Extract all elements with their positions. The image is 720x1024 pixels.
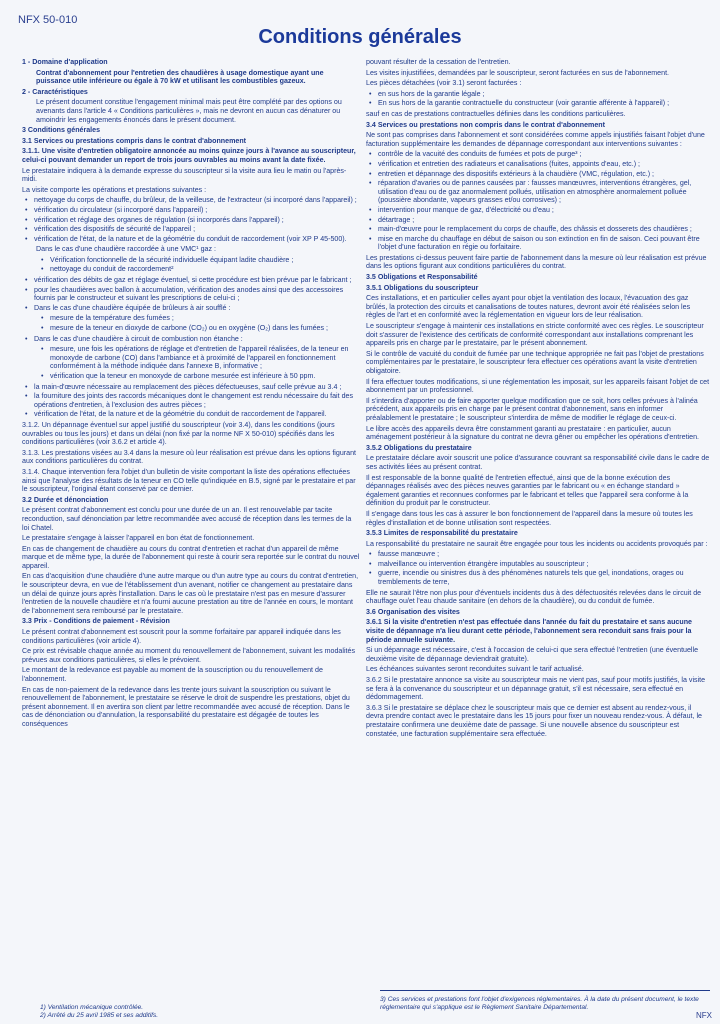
paragraph: Le prestataire déclare avoir souscrit une police d'assurance couvrant sa responsabilité civile dans le cadre de ses activités liées au présent contrat.	[366, 454, 710, 471]
list-item: • vérification que la teneur en monoxyde de carbone mesurée est inférieure à 50 ppm.	[50, 372, 360, 381]
list-item: • mesure de la teneur en dioxyde de carbone (CO₂) ou en oxygène (O₂) dans les fumées ;	[50, 324, 360, 333]
list-item: • réparation d'avaries ou de pannes causées par : fausses manœuvres, interventions étrangères, gel, utilisation d'eau ou de gaz anormalement pollués, utilisation en atmosphère anormalement polluée (poussière abondante, vapeurs grasses et/ou corrosives) ;	[378, 179, 710, 205]
section-3-6-heading: 3.6 Organisation des visites	[366, 607, 460, 616]
paragraph: Si un dépannage est nécessaire, c'est à l'occasion de celui-ci que sera effectué l'entretien (une éventuelle deuxième visite de dépannage deviendrait gratuite).	[366, 646, 699, 663]
section-1-text: Contrat d'abonnement pour l'entretien des chaudières à usage domestique ayant une puissance utile inférieure ou égale à 70 kW et utilisant les combustibles gazeux.	[36, 68, 324, 86]
section-3-6-1: 3.6.1 Si la visite d'entretien n'est pas effectuée dans l'année du fait du prestataire et sans aucune visite de dépannage n'a lieu durant cette période, l'abonnement sera reconduit sans frais pour la période annuelle suivante.	[366, 618, 692, 644]
list-item: • intervention pour manque de gaz, d'électricité ou d'eau ;	[378, 206, 710, 215]
paragraph: Le présent contrat d'abonnement est souscrit pour la somme forfaitaire par appareil indiquée dans les conditions particulières (voir article 4).	[22, 628, 341, 645]
left-column	[22, 58, 360, 731]
section-2-text: Le présent document constitue l'engagement minimal mais peut être complété par des options ou avenants dans l'article 4 « Conditions particulières », mais ne devront en aucun cas dénaturer ou amoindrir les engagements énoncés dans le présent document.	[36, 98, 342, 124]
paragraph: Les pièces détachées (voir 3.1) seront facturées :	[366, 79, 522, 88]
list-item: • vérification des débits de gaz et réglage éventuel, si cette procédure est bien prévue par le fabricant ;	[34, 276, 360, 285]
list-item: • contrôle de la vacuité des conduits de fumées et pots de purge³ ;	[378, 150, 710, 159]
section-3-1-4: 3.1.4. Chaque intervention fera l'objet d'un bulletin de visite comportant la liste des opérations effectuées ainsi que l'analyse des résultats de la teneur en CO telle qu'indiquée en B.5, signé par le prestataire et par le souscripteur, l'original étant conservé par ce dernier.	[22, 467, 356, 494]
paragraph: Ces installations, et en particulier celles ayant pour objet la ventilation des locaux, l'évacuation des gaz brûlés, la protection des circuits et canalisations de toutes natures, devront avoir été réalisées selon les règles de l'art et en conformité avec la réglementation en vigueur lors de leur réalisation.	[366, 294, 691, 320]
section-3-5-2-heading: 3.5.2 Obligations du prestataire	[366, 443, 472, 452]
paragraph: Le libre accès des appareils devra être constamment garanti au prestataire : en particulier, aucun aménagement postérieur à la signature du contrat ne devra gêner ou empêcher les opérations d'entretien.	[366, 424, 699, 442]
page-title: Conditions générales	[258, 26, 462, 48]
visit-list-2	[22, 276, 360, 312]
paragraph: Elle ne saurait l'être non plus pour d'éventuels incidents dus à des défectuosités relevées dans le circuit de chauffage ou/et l'eau chaude sanitaire (en dehors de la chaudière), ou du conduit de fumée.	[366, 588, 702, 606]
section-3-6-3: 3.6.3 Si le prestataire se déplace chez le souscripteur mais que ce dernier est absent au rendez-vous, il devra prendre contact avec le prestataire dans les 15 jours pour fixer un nouveau rendez-vous. À défaut, le prestataire confirmera une deuxième date de passage. Si une nouvelle absence du souscripteur est constatée, une facturation supplémentaire sera effectuée.	[366, 703, 702, 738]
list-item: • en sus hors de la garantie légale ;	[378, 90, 710, 99]
list-item: • vérification et réglage des organes de régulation (si incorporés dans l'appareil) ;	[34, 216, 360, 225]
section-3-4-heading: 3.4 Services ou prestations non compris dans le contrat d'abonnement	[366, 120, 605, 129]
air-list	[22, 314, 360, 332]
paragraph: Ce prix est révisable chaque année au moment du renouvellement de l'abonnement, suivant les modalités prévues aux conditions particulières, si elles le prévoient.	[22, 647, 355, 664]
list-item: • vérification du circulateur (si incorporé dans l'appareil) ;	[34, 206, 360, 215]
list-item: • malveillance ou intervention étrangère imputables au souscripteur ;	[378, 560, 710, 569]
footnote: 2) Arrêté du 25 avril 1985 et ses additifs.	[40, 1012, 159, 1019]
section-3-1-heading: 3.1 Services ou prestations compris dans le contrat d'abonnement	[22, 136, 247, 145]
list-item: • nettoyage du corps de chauffe, du brûleur, de la veilleuse, de l'extracteur (si incorporé dans l'appareil) ;	[34, 196, 360, 205]
visit-list-3	[22, 383, 360, 419]
paragraph: En cas de changement de chaudière au cours du contrat d'entretien et rachat d'un appareil de même marque et de même type, la durée de l'abonnement qui reste à courir sera reportée sur le contrat du nouvel appareil.	[22, 544, 360, 570]
section-3-1-3: 3.1.3. Les prestations visées au 3.4 dans la mesure où leur réalisation est prévue dans les options figurant aux conditions particulières du contrat.	[22, 448, 356, 466]
section-3-6-2: 3.6.2 Si le prestataire annonce sa visite au souscripteur mais ne vient pas, sauf pour motifs justifiés, la visite se fera à la convenance du souscripteur et un dépannage gratuit, s'il est nécessaire, sera effectué en dédommagement.	[366, 676, 706, 702]
corner-tag: NFX	[696, 1011, 712, 1020]
pieces-list	[366, 90, 710, 108]
section-2-heading: 2 - Caractéristiques	[22, 87, 88, 96]
paragraph: sauf en cas de prestations contractuelles définies dans les conditions particulières.	[366, 109, 626, 118]
vmc-list	[22, 256, 360, 274]
etanche-list	[22, 345, 360, 380]
vmc-intro: Dans le cas d'une chaudière raccordée à une VMC¹ gaz :	[36, 245, 216, 254]
section-3-2-heading: 3.2 Durée et dénonciation	[22, 495, 109, 504]
list-item: • vérification des dispositifs de sécurité de l'appareil ;	[34, 225, 360, 234]
paragraph: Le prestataire s'engage à laisser l'appareil en bon état de fonctionnement.	[22, 534, 255, 543]
section-3-5-heading: 3.5 Obligations et Responsabilité	[366, 273, 478, 282]
paragraph: Les échéances suivantes seront reconduites suivant le tarif actualisé.	[366, 665, 584, 674]
footnote-right: 3) Ces services et prestations font l'objet d'exigences réglementaires. À la date du présent document, le texte réglementaire qui s'applique est le Règlement Sanitaire Départemental.	[380, 996, 699, 1011]
document-code: NFX 50-010	[18, 14, 78, 26]
limits-list	[366, 550, 710, 586]
paragraph: Les visites injustifiées, demandées par le souscripteur, seront facturées en sus de l'abonnement.	[366, 68, 670, 77]
list-item: • fausse manœuvre ;	[378, 550, 710, 559]
paragraph: pouvant résulter de la cessation de l'entretien.	[366, 58, 511, 66]
list-item: • pour les chaudières avec ballon à accumulation, vérification des anodes ainsi que des accessoires fournis par le constructeur et suivant les prescriptions de celui-ci ;	[34, 286, 360, 303]
etanche-intro-list	[22, 335, 360, 344]
list-item: • mise en marche du chauffage en début de saison ou son extinction en fin de saison. Ceci pouvant être l'objet d'une facturation en régie ou forfaitaire.	[378, 235, 710, 252]
paragraph: Les prestations ci-dessus peuvent faire partie de l'abonnement dans la mesure où leur réalisation est prévue dans les options figurant aux conditions particulières du contrat.	[366, 253, 707, 271]
visit-intro: La visite comporte les opérations et prestations suivantes :	[22, 185, 207, 194]
paragraph: Il s'engage dans tous les cas à assurer le bon fonctionnement de l'appareil dans la mesure où toutes les règles d'installation et de bonne utilisation sont respectées.	[366, 509, 693, 527]
paragraph: En cas de non-paiement de la redevance dans les trente jours suivant la souscription ou suivant le renouvellement de l'abonnement, le prestataire se réserve le droit de suspendre les prestations, objet du présent abonnement. Il en avertira son client par lettre recommandée avec accusé de réception. Dans le cas de dénonciation ou d'annulation, la responsabilité du prestataire est dégagée de toutes les conséquences	[22, 685, 350, 728]
paragraph: Il est responsable de la bonne qualité de l'entretien effectué, ainsi que de la bonne exécution des dépannages réalisés avec des pièces neuves garanties par le fabricant ou « en échange standard » également garanties et reconnues conformes par le fabricant et telles que l'appareil sera conforme à la définition du produit par le constructeur.	[366, 473, 689, 508]
list-item: • guerre, incendie ou sinistres dus à des phénomènes naturels tels que gel, inondations, orages ou tremblements de terre,	[378, 569, 710, 586]
list-item: • la fourniture des joints des raccords mécaniques dont le changement est rendu nécessaire du fait des opérations d'entretien, à l'exclusion des autres pièces ;	[34, 392, 360, 409]
visit-list	[22, 196, 360, 243]
footnote: 1) Ventilation mécanique contrôlée.	[40, 1004, 144, 1011]
paragraph: Il fera effectuer toutes modifications, si une réglementation les imposait, sur les appareils faisant l'objet de cet abonnement par un professionnel.	[366, 377, 710, 395]
list-item: • la main-d'œuvre nécessaire au remplacement des pièces défectueuses, sauf celle prévue au 3.4 ;	[34, 383, 360, 392]
list-item: • entretien et dépannage des dispositifs extérieurs à la chaudière (VMC, régulation, etc.) ;	[378, 170, 710, 179]
section-3-1-2: 3.1.2. Un dépannage éventuel sur appel justifié du souscripteur (voir 3.4), dans les conditions (jours ouvrables ou tous les jours) et dans un délai (non fixé par la norme NF X 50-010) spécifiés dans les conditions particulières (voir 3.6.2 et article 4).	[22, 420, 335, 447]
section-1-heading: 1 - Domaine d'application	[22, 58, 108, 66]
footnotes-left	[40, 1004, 340, 1020]
section-3-1-1: 3.1.1. Une visite d'entretien obligatoire annoncée au moins quinze jours à l'avance au souscripteur, celui-ci pouvant demander un report de trois jours ouvrables au moins avant la date fixée.	[22, 147, 356, 164]
paragraph: Le présent contrat d'abonnement est conclu pour une durée de un an. Il est renouvelable par tacite reconduction, sauf dénonciation par lettre recommandée avec accusé de réception dans les termes de la loi Chatel.	[22, 506, 352, 532]
list-item: • mesure, une fois les opérations de réglage et d'entretien de l'appareil réalisées, de la teneur en monoxyde de carbone (CO) dans l'ambiance et à proximité de l'appareil en fonctionnement conformément à la méthode indiquée dans l'annexe B, informative ;	[50, 345, 360, 371]
list-item: • Dans le cas d'une chaudière équipée de brûleurs à air soufflé :	[34, 304, 360, 313]
paragraph: Il s'interdira d'apporter ou de faire apporter quelque modification que ce soit, hors celles prévues à l'alinéa précédent, aux appareils pris en charge par le présent contrat d'abonnement, sans en informer préalablement le prestataire ; le souscripteur s'interdira de même de modifier le réglage de ceux-ci.	[366, 396, 698, 422]
list-item: • vérification de l'état, de la nature et de la géométrie du conduit de raccordement (voir XP P 45-500).	[34, 235, 360, 244]
list-item: • En sus hors de la garantie contractuelle du constructeur (voir garantie afférente à l'appareil) ;	[378, 99, 710, 108]
section-3-5-1-heading: 3.5.1 Obligations du souscripteur	[366, 283, 479, 292]
list-item: • mesure de la température des fumées ;	[50, 314, 360, 323]
list-item: • Dans le cas d'une chaudière à circuit de combustion non étanche :	[34, 335, 360, 344]
section-3-5-3-heading: 3.5.3 Limites de responsabilité du prestataire	[366, 529, 518, 538]
list-item: • vérification de l'état, de la nature et de la géométrie du conduit de raccordement de l'appareil.	[34, 410, 360, 419]
list-item: • main-d'œuvre pour le remplacement du corps de chauffe, des châssis et dosserets des chaudières ;	[378, 225, 710, 234]
paragraph: Ne sont pas comprises dans l'abonnement et sont considérées comme appels injustifiés faisant l'objet d'une facturation supplémentaire les demandes de dépannage correspondant aux interventions suivantes :	[366, 131, 705, 148]
list-item: • nettoyage du conduit de raccordement²	[50, 265, 360, 274]
paragraph: La responsabilité du prestataire ne saurait être engagée pour tous les incidents ou accidents provoqués par :	[366, 539, 708, 548]
list-item: • Vérification fonctionnelle de la sécurité individuelle équipant ladite chaudière ;	[50, 256, 360, 265]
section-3-heading: 3 Conditions générales	[22, 126, 101, 135]
paragraph: Le souscripteur s'engage à maintenir ces installations en stricte conformité avec ces règles. Le souscripteur doit s'assurer de l'existence des certificats de conformité correspondant aux installations comprenant les appareils pris en charge par le prestataire, par le présent abonnement.	[366, 322, 704, 348]
paragraph: Si le contrôle de vacuité du conduit de fumée par une technique appropriée ne fait pas l'objet de prestations complémentaires par le prestataire, le souscripteur fera effectuer ces opérations avant la visite d'entretien obligatoire.	[366, 349, 704, 375]
section-3-3-heading: 3.3 Prix - Conditions de paiement - Révision	[22, 617, 170, 626]
paragraph: Le montant de la redevance est payable au moment de la souscription ou du renouvellement de l'abonnement.	[22, 666, 323, 683]
right-column	[366, 58, 710, 740]
paragraph: En cas d'acquisition d'une chaudière d'une autre marque ou d'un autre type au cours du contrat d'entretien, le souscripteur devra, en vue de l'établissement d'un avenant, notifier ce changement au prestataire dans un délai de quinze jours après l'installation. Dans le cas où le prestataire n'est pas en mesure d'assurer l'entretien de la nouvelle chaudière et n'a fourni aucune prestation au titre de l'année en cours, le montant de l'abonnement sera remboursé par le prestataire.	[22, 572, 359, 615]
exclusions-list	[366, 150, 710, 252]
list-item: • détartrage ;	[378, 216, 710, 225]
paragraph: Le prestataire indiquera à la demande expresse du souscripteur si la visite aura lieu le matin ou l'après-midi.	[22, 166, 347, 184]
list-item: • vérification et entretien des radiateurs et canalisations (fuites, appoints d'eau, etc.) ;	[378, 160, 710, 169]
footnote-divider	[380, 990, 710, 991]
